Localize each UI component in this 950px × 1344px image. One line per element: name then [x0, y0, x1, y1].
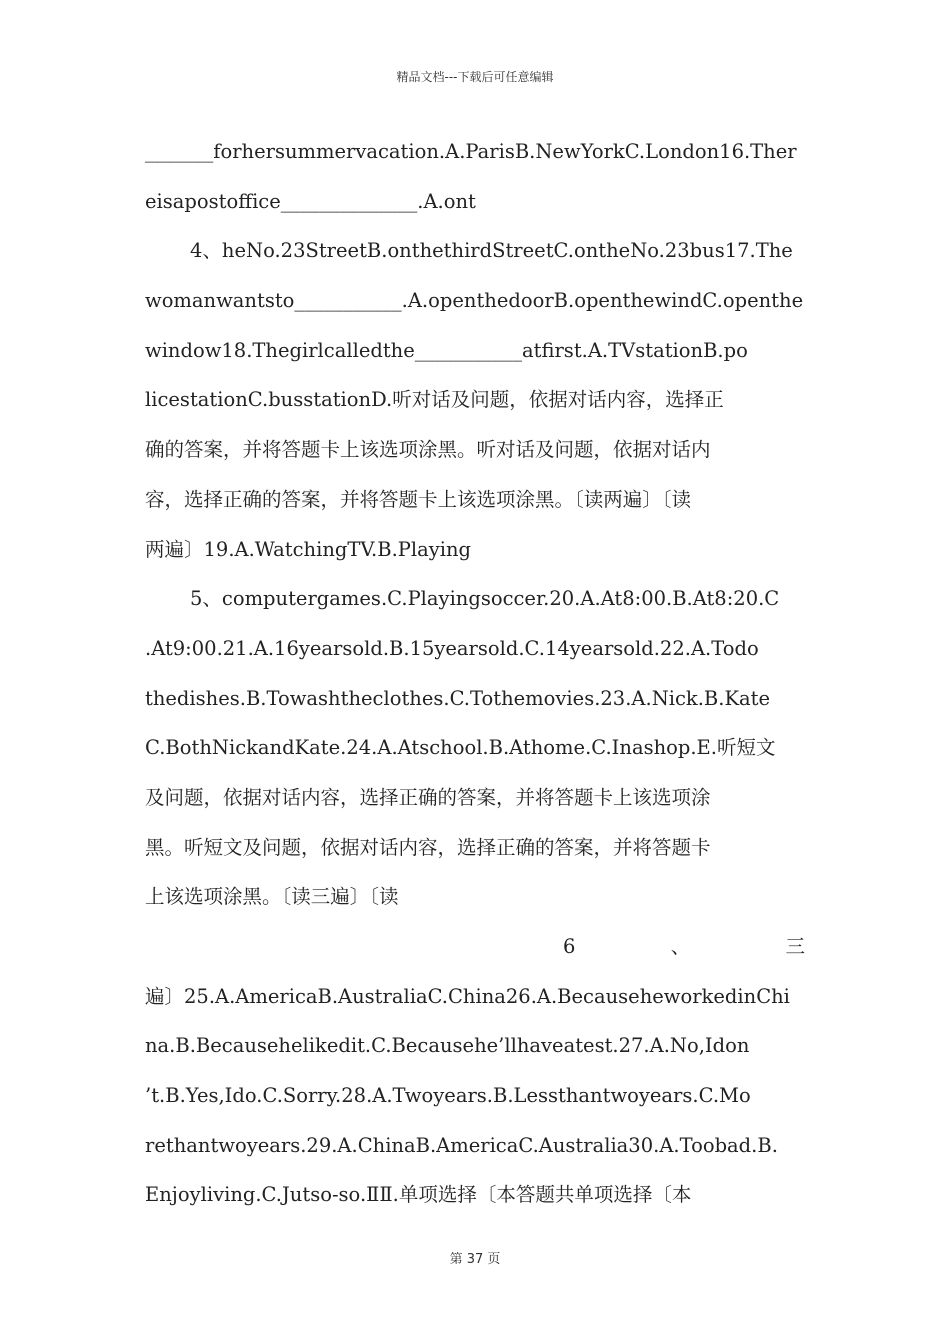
text-line: 上该选项涂黑。〔读三遍〕〔读	[145, 885, 399, 909]
enumeration-comma: 、	[670, 935, 691, 958]
paragraph-start-line: 5、computergames.C.Playingsoccer.20.A.At8:00.B.At8:20.C	[190, 587, 780, 611]
text-line: womanwantsto___________.A.openthedoorB.openthewindC.openthe	[145, 289, 804, 313]
text-line: licestationC.busstationD.听对话及问题，依据对话内容，选择正	[145, 388, 724, 412]
text-line: thedishes.B.Towashtheclothes.C.Tothemovies.23.A.Nick.B.Kate	[145, 686, 771, 710]
text-line: 容，选择正确的答案，并将答题卡上该选项涂黑。〔读两遍〕〔读	[145, 487, 692, 511]
page-number: 第 37 页	[449, 1252, 501, 1267]
text-line: 及问题，依据对话内容，选择正确的答案，并将答题卡上该选项涂	[145, 785, 711, 809]
text-line: C.BothNickandKate.24.A.Atschool.B.Athome.C.Inashop.E.听短文	[145, 736, 776, 760]
text-line: _______forhersummervacation.A.ParisB.NewYorkC.London16.Ther	[145, 140, 797, 163]
paragraph-start-line: 4、heNo.23StreetB.onthethirdStreetC.ontheNo.23bus17.The	[190, 239, 793, 263]
text-line: .At9:00.21.A.16yearsold.B.15yearsold.C.14yearsold.22.A.Todo	[145, 636, 759, 660]
paragraph-number: 6	[563, 935, 576, 958]
text-line: 两遍〕19.A.WatchingTV.B.Playing	[145, 537, 472, 561]
justified-paragraph-start-line	[145, 922, 805, 972]
text-line: ’t.B.Yes,Ido.C.Sorry.28.A.Twoyears.B.Lessthantwoyears.C.Mo	[145, 1084, 751, 1108]
page-header: 精品文档---下载后可任意编辑	[396, 70, 554, 84]
text-line: 黑。听短文及问题，依据对话内容，选择正确的答案，并将答题卡	[145, 835, 711, 859]
text-line: Enjoyliving.C.Jutso-so.ⅡⅡ.单项选择〔本答题共单项选择〔本	[145, 1183, 692, 1207]
document-body	[145, 127, 805, 1220]
text-line: 遍〕25.A.AmericaB.AustraliaC.China26.A.BecauseheworkedinChi	[145, 984, 790, 1008]
text-line: window18.Thegirlcalledthe___________atfirst.A.TVstationB.po	[145, 338, 748, 362]
text-line: na.B.Becausehelikedit.C.Becausehe’llhaveatest.27.A.No,Idon	[145, 1034, 750, 1058]
text-line: rethantwoyears.29.A.ChinaB.AmericaC.Australia30.A.Toobad.B.	[145, 1133, 778, 1157]
text-line: eisapostoffice______________.A.ont	[145, 189, 476, 213]
line-end-text: 三	[785, 935, 805, 958]
text-line: 确的答案，并将答题卡上该选项涂黑。听对话及问题，依据对话内	[145, 438, 711, 462]
